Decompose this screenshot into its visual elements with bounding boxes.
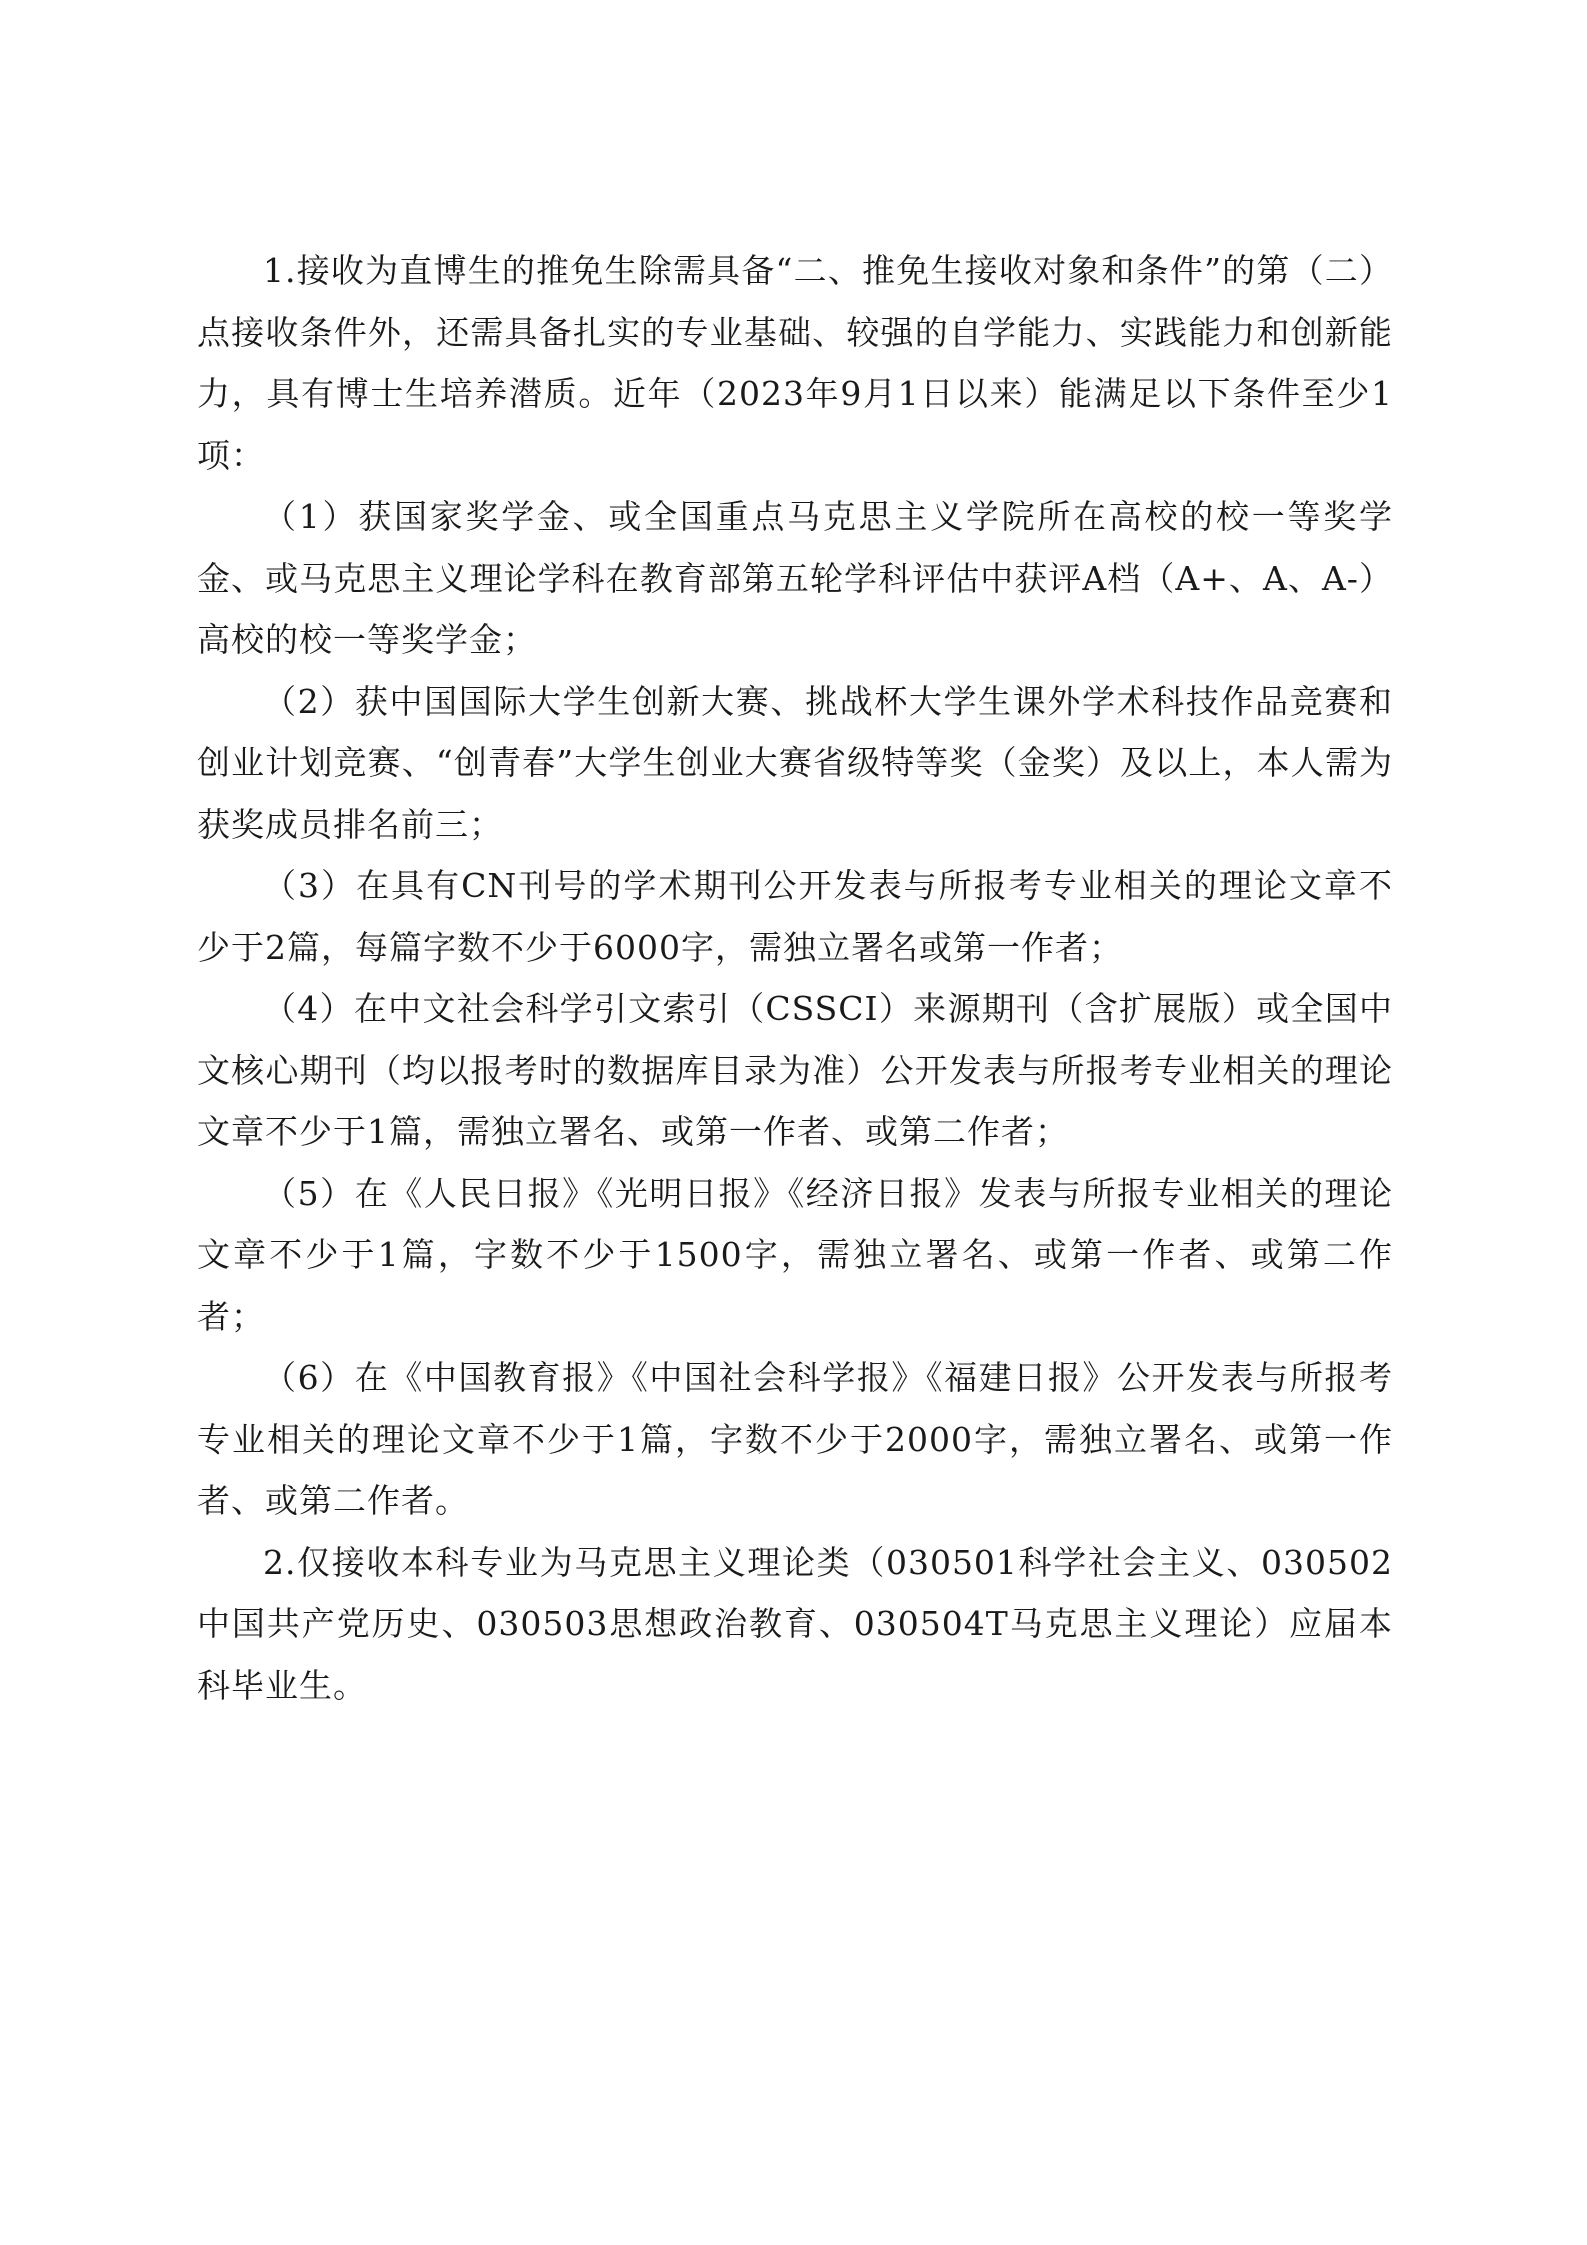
paragraph-condition-4-cssci: （4）在中文社会科学引文索引（CSSCI）来源期刊（含扩展版）或全国中文核心期刊（均以报考时的数据库目录为准）公开发表与所报考专业相关的理论文章不少于1篇，需独立署名、或第一作者、或第二作者； <box>197 989 1393 1151</box>
paragraph-condition-6-newspapers: （6）在《中国教育报》《中国社会科学报》《福建日报》公开发表与所报考专业相关的理论文章不少于1篇，字数不少于2000字，需独立署名、或第一作者、或第二作者。 <box>197 1358 1393 1520</box>
paragraph-condition-5-newspapers: （5）在《人民日报》《光明日报》《经济日报》发表与所报专业相关的理论文章不少于1篇，字数不少于1500字，需独立署名、或第一作者、或第二作者； <box>197 1173 1393 1336</box>
paragraph-major-requirement: 2.仅接收本科专业为马克思主义理论类（030501科学社会主义、030502中国共产党历史、030503思想政治教育、030504T马克思主义理论）应届本科毕业生。 <box>197 1542 1393 1705</box>
document-body <box>197 240 1393 1716</box>
paragraph-condition-3-cn-journal: （3）在具有CN刊号的学术期刊公开发表与所报考专业相关的理论文章不少于2篇，每篇字数不少于6000字，需独立署名或第一作者； <box>197 866 1393 967</box>
paragraph-condition-2-competition: （2）获中国国际大学生创新大赛、挑战杯大学生课外学术科技作品竞赛和创业计划竞赛、“创青春”大学生创业大赛省级特等奖（金奖）及以上，本人需为获奖成员排名前三； <box>197 681 1393 844</box>
paragraph-condition-1-scholarship: （1）获国家奖学金、或全国重点马克思主义学院所在高校的校一等奖学金、或马克思主义理论学科在教育部第五轮学科评估中获评A档（A+、A、A-）高校的校一等奖学金； <box>197 497 1393 659</box>
paragraph-direct-phd-requirements: 1.接收为直博生的推免生除需具备“二、推免生接收对象和条件”的第（二）点接收条件外，还需具备扎实的专业基础、较强的自学能力、实践能力和创新能力，具有博士生培养潜质。近年（2023年9月1日以来）能满足以下条件至少1项： <box>197 251 1393 475</box>
